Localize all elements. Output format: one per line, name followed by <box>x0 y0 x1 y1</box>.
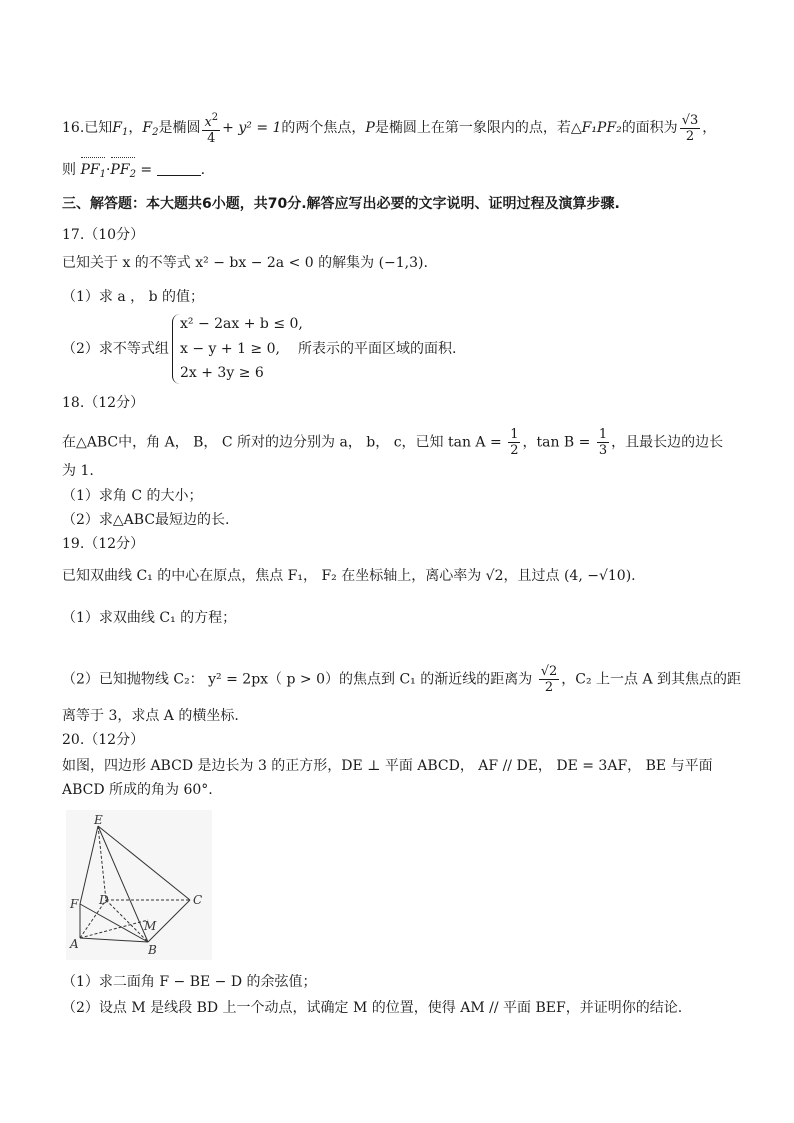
q19-frac: $\frac{√2}{2}$ <box>540 664 558 695</box>
q18-frac-b: $\frac{1}{3}$ <box>598 427 608 458</box>
q17-system-line1: x² − 2ax + b ≤ 0, <box>180 316 303 332</box>
q19-part1: （1）求双曲线 C₁ 的方程； <box>62 610 237 626</box>
q17-part1: （1）求 a ， b 的值； <box>62 289 205 305</box>
q18-stem-a: 在△ABC中，角 A， B， C 所对的边分别为 a， b， c，已知 tan A = <box>62 434 502 451</box>
q16-answer-blank <box>157 161 201 176</box>
q18-stem <box>62 427 723 458</box>
q20-geometry-diagram <box>66 810 212 960</box>
q20-stem2: ABCD 所成的角为 60°. <box>62 782 213 798</box>
q16-text-3: 的两个焦点， <box>281 120 366 136</box>
q19-part2 <box>62 664 741 695</box>
q16-triangle: △F₁PF₂ <box>570 120 622 136</box>
q18-stem-c: ，且最长边的边长 <box>611 434 724 451</box>
fig-label-e: E <box>94 813 103 827</box>
q17-head: 17.（10分） <box>62 227 145 243</box>
q16-text-4: 是椭圆上在第一象限内的点，若 <box>374 120 571 136</box>
q17-system-line3: 2x + 3y ≥ 6 <box>180 365 264 381</box>
q16-area-fraction: $\frac{√3}{2}$ <box>681 112 699 144</box>
section-heading: 三、解答题：本大题共6小题，共70分.解答应写出必要的文字说明、证明过程及演算步骤. <box>62 196 620 212</box>
fig-label-d: D <box>99 893 109 907</box>
q16-f2: $F_2$ <box>142 120 159 138</box>
q20-figure <box>66 810 212 960</box>
q16-then: 则 <box>62 162 76 178</box>
q17-part2-end: 所表示的平面区域的面积. <box>298 341 457 357</box>
q17-system-line2: x − y + 1 ≥ 0, <box>180 341 280 357</box>
q19-stem: 已知双曲线 C₁ 的中心在原点，焦点 F₁， F₂ 在坐标轴上，离心率为 √2，且过点 (4, −√10). <box>62 568 636 584</box>
q17-stem: 已知关于 x 的不等式 x² − bx − 2a < 0 的解集为 (−1,3). <box>62 255 428 271</box>
q16-text-5: 的面积为 <box>621 120 678 136</box>
q18-head: 18.（12分） <box>62 395 145 411</box>
q16-line1 <box>62 110 716 146</box>
q16-text-2: 是椭圆 <box>158 120 201 136</box>
fig-label-b: B <box>148 943 157 957</box>
q16-equals: = <box>140 162 153 178</box>
q16-line2 <box>62 160 205 185</box>
q16-vector-pf2: $PF_2$ <box>110 160 136 185</box>
q16-sep: ， <box>128 120 143 136</box>
fig-label-a: A <box>70 937 79 951</box>
q19-head: 19.（12分） <box>62 536 145 552</box>
fig-label-m: M <box>144 919 157 933</box>
q16-text-1: 已知 <box>84 120 113 136</box>
q18-part2: （2）求△ABC最短边的长. <box>62 512 230 528</box>
fig-label-c: C <box>193 893 203 907</box>
q20-head: 20.（12分） <box>62 732 145 748</box>
q16-end: . <box>200 162 206 178</box>
fig-label-f: F <box>70 897 79 911</box>
q18-part1: （1）求角 C 的大小； <box>62 488 203 504</box>
q19-part2-c: 离等于 3，求点 A 的横坐标. <box>62 708 239 724</box>
q20-part2: （2）设点 M 是线段 BD 上一个动点，试确定 M 的位置，使得 AM // 平面 BEF，并证明你的结论. <box>62 1000 683 1016</box>
q17-part2-start: （2）求不等式组 <box>62 341 169 357</box>
q18-stem-d: 为 1. <box>62 463 94 479</box>
q16-ellipse-tail: + y² = 1 <box>222 120 282 136</box>
q19-part2-a: （2）已知抛物线 C₂： y² = 2px（ p > 0）的焦点到 C₁ 的渐近线的距离为 <box>62 671 533 688</box>
q16-vector-pf1: $PF_1$ <box>80 160 106 185</box>
q18-stem-b: ，tan B = <box>522 434 591 451</box>
q20-stem1: 如图，四边形 ABCD 是边长为 3 的正方形，DE ⊥ 平面 ABCD， AF // DE， DE = 3AF， BE 与平面 <box>62 758 713 774</box>
q16-text-6: ， <box>702 120 717 136</box>
q16-dot: · <box>105 162 111 178</box>
q16-ellipse-fraction: $\frac{x^2}{4}$ <box>204 112 219 146</box>
q20-part1: （1）求二面角 F − BE − D 的余弦值； <box>62 974 317 990</box>
q16-f1: $F_1$ <box>112 120 129 138</box>
q19-part2-b: ，C₂ 上一点 A 到其焦点的距 <box>561 671 742 688</box>
q16-point-p: P <box>365 120 375 136</box>
q16-number: 16. <box>62 120 85 136</box>
q18-frac-a: $\frac{1}{2}$ <box>510 427 519 458</box>
